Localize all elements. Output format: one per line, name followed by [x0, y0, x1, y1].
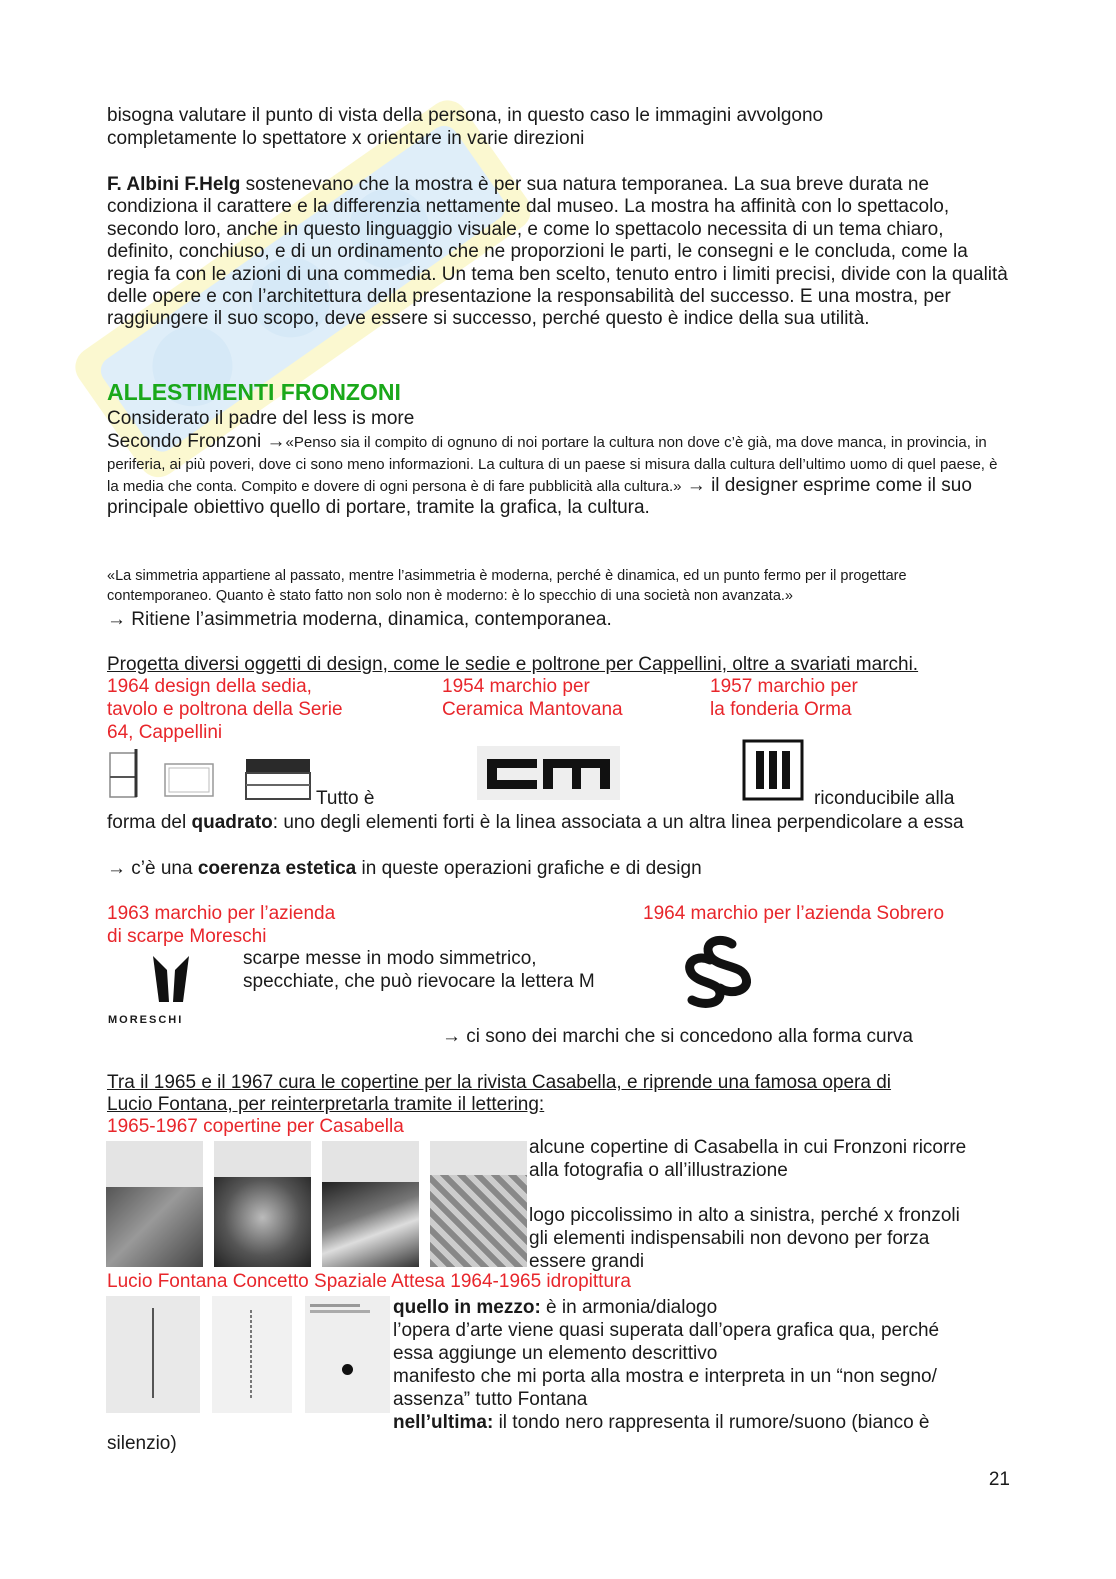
- fronzoni-after-1: → il designer esprime come il suo principale obiettivo quello di portare, tramite la grafica, la cultura.: [107, 475, 972, 518]
- albini-paragraph: [107, 174, 1012, 331]
- casabella-note-1: alcune copertine di Casabella in cui Fronzoni ricorre: [529, 1137, 967, 1158]
- casabella-note-5: essere grandi: [529, 1251, 645, 1272]
- caption-orma-line-1: 1957 marchio per: [710, 676, 858, 697]
- casabella-intro-1: Tra il 1965 e il 1967 cura le copertine per la rivista Casabella, e riprende una famosa opera di: [107, 1072, 892, 1093]
- caption-ceramica-line-1: 1954 marchio per: [442, 676, 590, 697]
- casabella-cover-3: [322, 1141, 419, 1267]
- moreschi-description: [243, 947, 595, 993]
- orma-logo: [742, 739, 804, 801]
- fronzoni-line-1: Considerato il padre del less is more: [107, 408, 415, 429]
- casabella-cover-4: [430, 1141, 527, 1267]
- intro-line-2: completamente lo spettatore x orientare in varie direzioni: [107, 128, 585, 149]
- fronzoni-quote-2: «La simmetria appartiene al passato, mentre l’asimmetria è moderna, perché è dinamica, ed un punto fermo per il progettare contemporaneo. Quanto è stato fatto non solo non è moderno: è lo specchio di una società non avanzata.»: [107, 568, 907, 604]
- caption-moreschi-line-1: 1963 marchio per l’azienda: [107, 903, 336, 924]
- coerenza-pre: → c’è una: [107, 858, 198, 879]
- fontana-bold-2: nell’ultima:: [393, 1412, 494, 1433]
- moreschi-desc-line-1: scarpe messe in modo simmetrico,: [243, 948, 537, 969]
- coerenza-bold: coerenza estetica: [197, 858, 357, 879]
- fontana-note-1: è in armonia/dialogo: [540, 1297, 718, 1318]
- chair-drawing: [106, 747, 142, 801]
- caption-moreschi: [107, 902, 335, 948]
- caption-orma-line-2: la fonderia Orma: [710, 699, 852, 720]
- tutto-text: Tutto è: [316, 788, 375, 809]
- casabella-cover-2: [214, 1141, 311, 1267]
- cm-logo: [477, 746, 620, 800]
- fronzoni-lead: Secondo Fronzoni →: [107, 431, 286, 452]
- forma-pre: forma del: [107, 812, 192, 833]
- forma-bold: quadrato: [191, 812, 273, 833]
- fronzoni-quote-1: «Penso sia il compito di ognuno di noi portare la cultura non dove c’è già, ma dove manca, in provincia, in periferia, ai più poveri, dove ci sono meno informazioni. La cultura di un paese si misura dalla cultura dell’ultimo uomo di quel paese, è la media che conta. Compito e dovere di ogni persona è di fare pubblicità alla cultura.»: [107, 434, 998, 495]
- caption-cappellini-line-3: 64, Cappellini: [107, 722, 223, 743]
- curve-note: → ci sono dei marchi che si concedono alla forma curva: [442, 1026, 914, 1047]
- caption-cappellini-line-2: tavolo e poltrona della Serie: [107, 699, 343, 720]
- table-drawing: [163, 762, 215, 798]
- fontana-cover-middle: [212, 1296, 292, 1413]
- moreschi-logo: [150, 954, 192, 1004]
- section-heading: ALLESTIMENTI FRONZONI: [107, 379, 401, 405]
- fronzoni-quote-paragraph: [107, 431, 1012, 519]
- fontana-note-7: silenzio): [107, 1433, 177, 1454]
- fontana-bold-1: quello in mezzo:: [393, 1297, 541, 1318]
- forma-post: : uno degli elementi forti è la linea associata a un altra linea perpendicolare a essa: [272, 812, 964, 833]
- fontana-notes: [393, 1296, 1013, 1434]
- moreschi-wordmark: MORESCHI: [108, 1014, 184, 1026]
- casabella-caption: 1965-1967 copertine per Casabella: [107, 1116, 404, 1137]
- caption-ceramica: [442, 675, 623, 721]
- intro-line-1: bisogna valutare il punto di vista della persona, in questo caso le immagini avvolgono: [107, 105, 824, 126]
- casabella-notes: [529, 1136, 966, 1273]
- fontana-artwork: [106, 1296, 200, 1413]
- fontana-note-6: il tondo nero rappresenta il rumore/suono (bianco è: [493, 1412, 930, 1433]
- caption-orma: [710, 675, 858, 721]
- caption-moreschi-line-2: di scarpe Moreschi: [107, 926, 267, 947]
- albini-text: sostenevano che la mostra è per sua natura temporanea. La sua breve durata ne condiziona il carattere e la differenzia nettamente dal museo. La mostra ha affinità con lo spettacolo, secondo loro, anche in questo linguaggio visuale, e come lo spettacolo necessita di un tema chiaro, definito, conchiuso, e di un ordinamento che ne proporzioni le parti, le consegni e le concluda, come la regia fa con le azioni di una commedia. Un tema ben scelto, tenuto entro i limiti precisi, divide con la qualità delle opere e con l’architettura della presentazione la responsabilità del successo. E una mostra, per raggiungere il suo scopo, deve essere si successo, perché questo è indice della sua utilità.: [107, 174, 1008, 330]
- casabella-note-3: logo piccolissimo in alto a sinistra, perché x fronzoli: [529, 1205, 960, 1226]
- fronzoni-after-2: → Ritiene l’asimmetria moderna, dinamica, contemporanea.: [107, 609, 612, 630]
- caption-cappellini: [107, 675, 343, 744]
- caption-ceramica-line-2: Ceramica Mantovana: [442, 699, 623, 720]
- fontana-note-4: manifesto che mi porta alla mostra e interpreta in un “non segno/: [393, 1366, 937, 1387]
- sobrero-logo: [680, 934, 756, 1008]
- forma-paragraph: [107, 811, 1012, 834]
- riconducibile-text: riconducibile alla: [814, 788, 955, 809]
- casabella-intro-2: Lucio Fontana, per reinterpretarla tramite il lettering:: [107, 1094, 545, 1115]
- coerenza-line: [107, 857, 1012, 880]
- casabella-note-2: alla fotografia o all’illustrazione: [529, 1160, 788, 1181]
- caption-sobrero: 1964 marchio per l’azienda Sobrero: [643, 903, 945, 924]
- albini-authors: F. Albini F.Helg: [107, 174, 241, 195]
- fontana-cover-last: [305, 1296, 390, 1413]
- fontana-note-3: essa aggiunge un elemento descrittivo: [393, 1343, 718, 1364]
- casabella-cover-1: [106, 1141, 203, 1267]
- casabella-note-4: gli elementi indispensabili non devono per forza: [529, 1228, 930, 1249]
- armchair-drawing: [244, 755, 312, 803]
- design-intro: Progetta diversi oggetti di design, come le sedie e poltrone per Cappellini, oltre a svariati marchi.: [107, 654, 919, 675]
- coerenza-post: in queste operazioni grafiche e di design: [356, 858, 702, 879]
- fontana-caption: Lucio Fontana Concetto Spaziale Attesa 1964-1965 idropittura: [107, 1271, 631, 1292]
- fontana-note-5: assenza” tutto Fontana: [393, 1389, 588, 1410]
- cm-logo-frame: [477, 746, 620, 800]
- fontana-note-2: l’opera d’arte viene quasi superata dall’opera grafica qua, perché: [393, 1320, 940, 1341]
- caption-cappellini-line-1: 1964 design della sedia,: [107, 676, 312, 697]
- page-number: 21: [988, 1469, 1010, 1490]
- moreschi-desc-line-2: specchiate, che può rievocare la lettera M: [243, 971, 595, 992]
